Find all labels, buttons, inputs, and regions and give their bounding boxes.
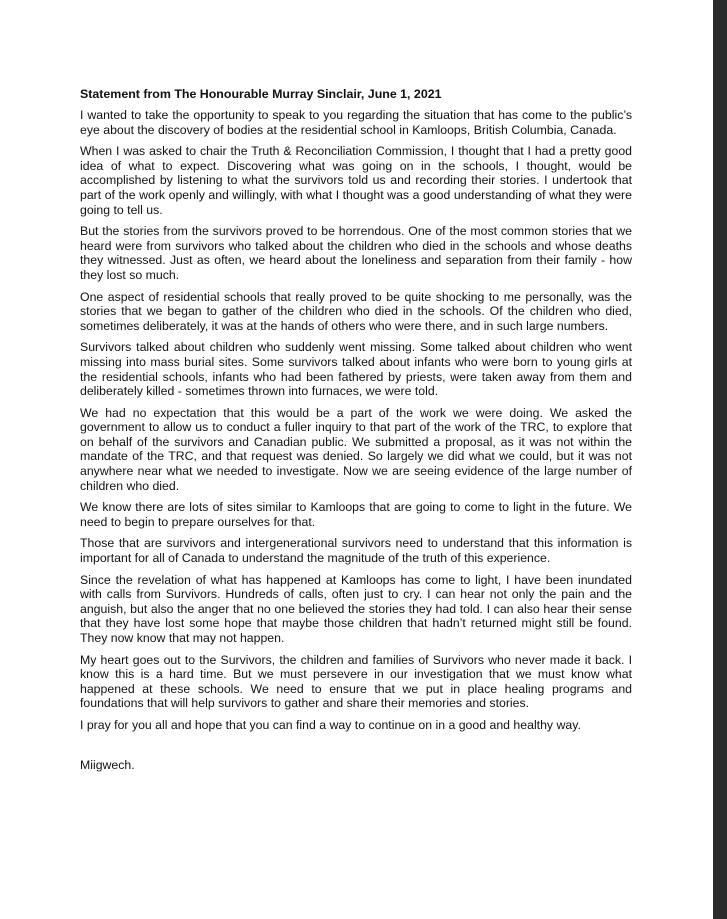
paragraph-6: We had no expectation that this would be a part of the work we were doing. We asked the government to allow us to conduct a fuller inquiry to that part of the work of the TRC, to explore that on behalf of the survivors and Canadian public. We submitted a proposal, as it was not within the mandate of the TRC, and that request was denied. So largely we did what we could, but it was not anywhere near what we needed to investigate. Now we are seeing evidence of the large number of children who died. bbox=[80, 405, 632, 493]
statement-body bbox=[80, 87, 632, 772]
closing-signoff: Miigwech. bbox=[80, 757, 135, 772]
paragraph-8: Those that are survivors and intergenerational survivors need to understand that this information is important for all of Canada to understand the magnitude of the truth of this experience. bbox=[80, 536, 632, 566]
paragraph-1: I wanted to take the opportunity to speak to you regarding the situation that has come to the public’s eye about the discovery of bodies at the residential school in Kamloops, British Columbia, Canada. bbox=[80, 108, 632, 137]
paragraph-4: One aspect of residential schools that really proved to be quite shocking to me personally, was the stories that we began to gather of the children who died in the schools. Of the children who died, sometimes deliberately, it was at the hands of others who were there, and in such large numbers. bbox=[80, 289, 632, 333]
paragraph-3: But the stories from the survivors proved to be horrendous. One of the most common stories that we heard were from survivors who talked about the children who died in the schools and whose deaths they witnessed. Just as often, we heard about the loneliness and separation from their family - how they lost so much. bbox=[80, 224, 632, 282]
statement-title: Statement from The Honourable Murray Sinclair, June 1, 2021 bbox=[80, 87, 442, 101]
paragraph-2: When I was asked to chair the Truth & Reconciliation Commission, I thought that I had a pretty good idea of what to expect. Discovering what was going on in the schools, I thought, would be accomplished by listening to what the survivors told us and recording their stories. I undertook that part of the work openly and willingly, with what I thought was a good understanding of what they were going to tell us. bbox=[80, 144, 632, 217]
paragraph-10: My heart goes out to the Survivors, the children and families of Survivors who never made it back. I know this is a hard time. But we must persevere in our investigation that we must know what happened at these schools. We need to ensure that we put in place healing programs and foundations that will help survivors to gather and share their memories and stories. bbox=[80, 652, 632, 711]
paragraph-5: Survivors talked about children who suddenly went missing. Some talked about children who went missing into mass burial sites. Some survivors talked about infants who were born to young girls at the residential schools, infants who had been fathered by priests, were taken away from them and deliberately killed - sometimes thrown into furnaces, we were told. bbox=[80, 340, 632, 399]
paragraph-11: I pray for you all and hope that you can find a way to continue on in a good and healthy way. bbox=[80, 717, 581, 732]
paragraph-7: We know there are lots of sites similar to Kamloops that are going to come to light in the future. We need to begin to prepare ourselves for that. bbox=[80, 500, 632, 529]
window-edge bbox=[713, 0, 727, 919]
paragraph-9: Since the revelation of what has happened at Kamloops has come to light, I have been inundated with calls from Survivors. Hundreds of calls, often just to cry. I can hear not only the pain and the anguish, but also the anger that no one believed the stories they had told. I can also hear their sense that they have lost some hope that maybe those children that hadn’t returned might still be found. They now know that may not happen. bbox=[80, 572, 632, 645]
